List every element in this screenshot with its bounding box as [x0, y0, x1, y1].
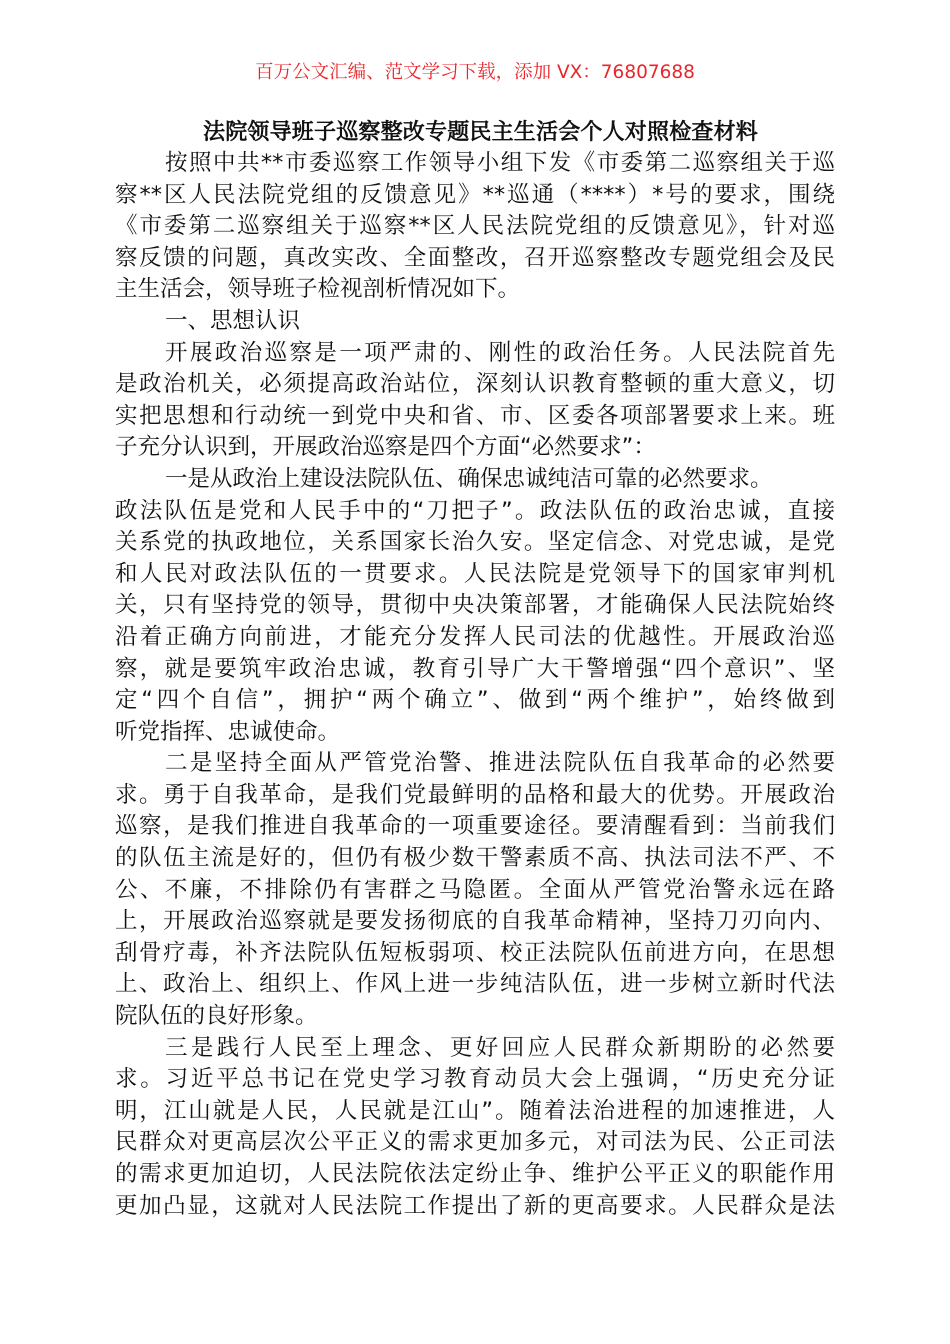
text-line: 开展政治巡察是一项严肃的、刚性的政治任务。人民法院首先 [165, 339, 835, 366]
text-line: 明，江山就是人民，人民就是江山”。随着法治进程的加速推进，人 [115, 1097, 835, 1124]
text-line: 更加凸显，这就对人民法院工作提出了新的更高要求。人民群众是法 [115, 1192, 835, 1219]
text-line: 上、政治上、组织上、作风上进一步纯洁队伍，进一步树立新时代法 [115, 971, 835, 998]
text-line: 求。习近平总书记在党史学习教育动员大会上强调，“历史充分证 [115, 1066, 835, 1093]
text-line: 的需求更加迫切，人民法院依法定纷止争、维护公平正义的职能作用 [115, 1161, 835, 1187]
text-line: 主生活会，领导班子检视剖析情况如下。 [115, 276, 521, 303]
text-line: 上，开展政治巡察就是要发扬彻底的自我革命精神，坚持刀刃向内、 [115, 908, 835, 935]
document-title: 法院领导班子巡察整改专题民主生活会个人对照检查材料 [203, 120, 759, 145]
text-line: 三是践行人民至上理念、更好回应人民群众新期盼的必然要 [165, 1034, 835, 1061]
text-line: 按照中共**市委巡察工作领导小组下发《市委第二巡察组关于巡 [165, 150, 835, 176]
text-line: 院队伍的良好形象。 [115, 1003, 318, 1030]
text-line: 关系党的执政地位，关系国家长治久安。坚定信念、对党忠诚，是党 [115, 529, 835, 556]
text-line: 一、思想认识 [165, 307, 301, 334]
text-line: 刮骨疗毒，补齐法院队伍短板弱项、校正法院队伍前进方向，在思想 [115, 939, 835, 966]
text-line: 和人民对政法队伍的一贯要求。人民法院是党领导下的国家审判机 [115, 560, 835, 587]
text-line: 求。勇于自我革命，是我们党最鲜明的品格和最大的优势。开展政治 [115, 781, 835, 808]
text-line: 巡察，是我们推进自我革命的一项重要途径。要清醒看到：当前我们 [115, 813, 835, 840]
watermark-header: 百万公文汇编、范文学习下载，添加 VX：76807688 [255, 62, 695, 83]
text-line: 公、不廉，不排除仍有害群之马隐匿。全面从严管党治警永远在路 [115, 876, 835, 903]
text-line: 二是坚持全面从严管党治警、推进法院队伍自我革命的必然要 [165, 750, 835, 777]
text-line: 子充分认识到，开展政治巡察是四个方面“必然要求”： [115, 434, 656, 461]
text-line: 《市委第二巡察组关于巡察**区人民法院党组的反馈意见》，针对巡 [115, 213, 835, 240]
text-line: 实把思想和行动统一到党中央和省、市、区委各项部署要求上来。班 [115, 402, 835, 429]
text-line: 一是从政治上建设法院队伍、确保忠诚纯洁可靠的必然要求。 [165, 465, 773, 492]
text-line: 民群众对更高层次公平正义的需求更加多元，对司法为民、公正司法 [115, 1129, 835, 1156]
text-line: 的队伍主流是好的，但仍有极少数干警素质不高、执法司法不严、不 [115, 845, 835, 872]
text-line: 关，只有坚持党的领导，贯彻中央决策部署，才能确保人民法院始终 [115, 592, 835, 619]
text-line: 定“四个自信”，拥护“两个确立”、做到“两个维护”，始终做到 [115, 687, 835, 714]
text-line: 是政治机关，必须提高政治站位，深刻认识教育整顿的重大意义，切 [115, 371, 835, 398]
text-line: 察，就是要筑牢政治忠诚，教育引导广大干警增强“四个意识”、坚 [115, 655, 835, 682]
document-body [115, 148, 835, 1222]
text-line: 沿着正确方向前进，才能充分发挥人民司法的优越性。开展政治巡 [115, 623, 835, 650]
text-line: 察**区人民法院党组的反馈意见》**巡通（****）*号的要求，围绕 [115, 181, 835, 208]
text-line: 听党指挥、忠诚使命。 [115, 718, 341, 745]
text-line: 察反馈的问题，真改实改、全面整改，召开巡察整改专题党组会及民 [115, 244, 835, 271]
text-line: 政法队伍是党和人民手中的“刀把子”。政法队伍的政治忠诚，直接 [115, 497, 835, 524]
